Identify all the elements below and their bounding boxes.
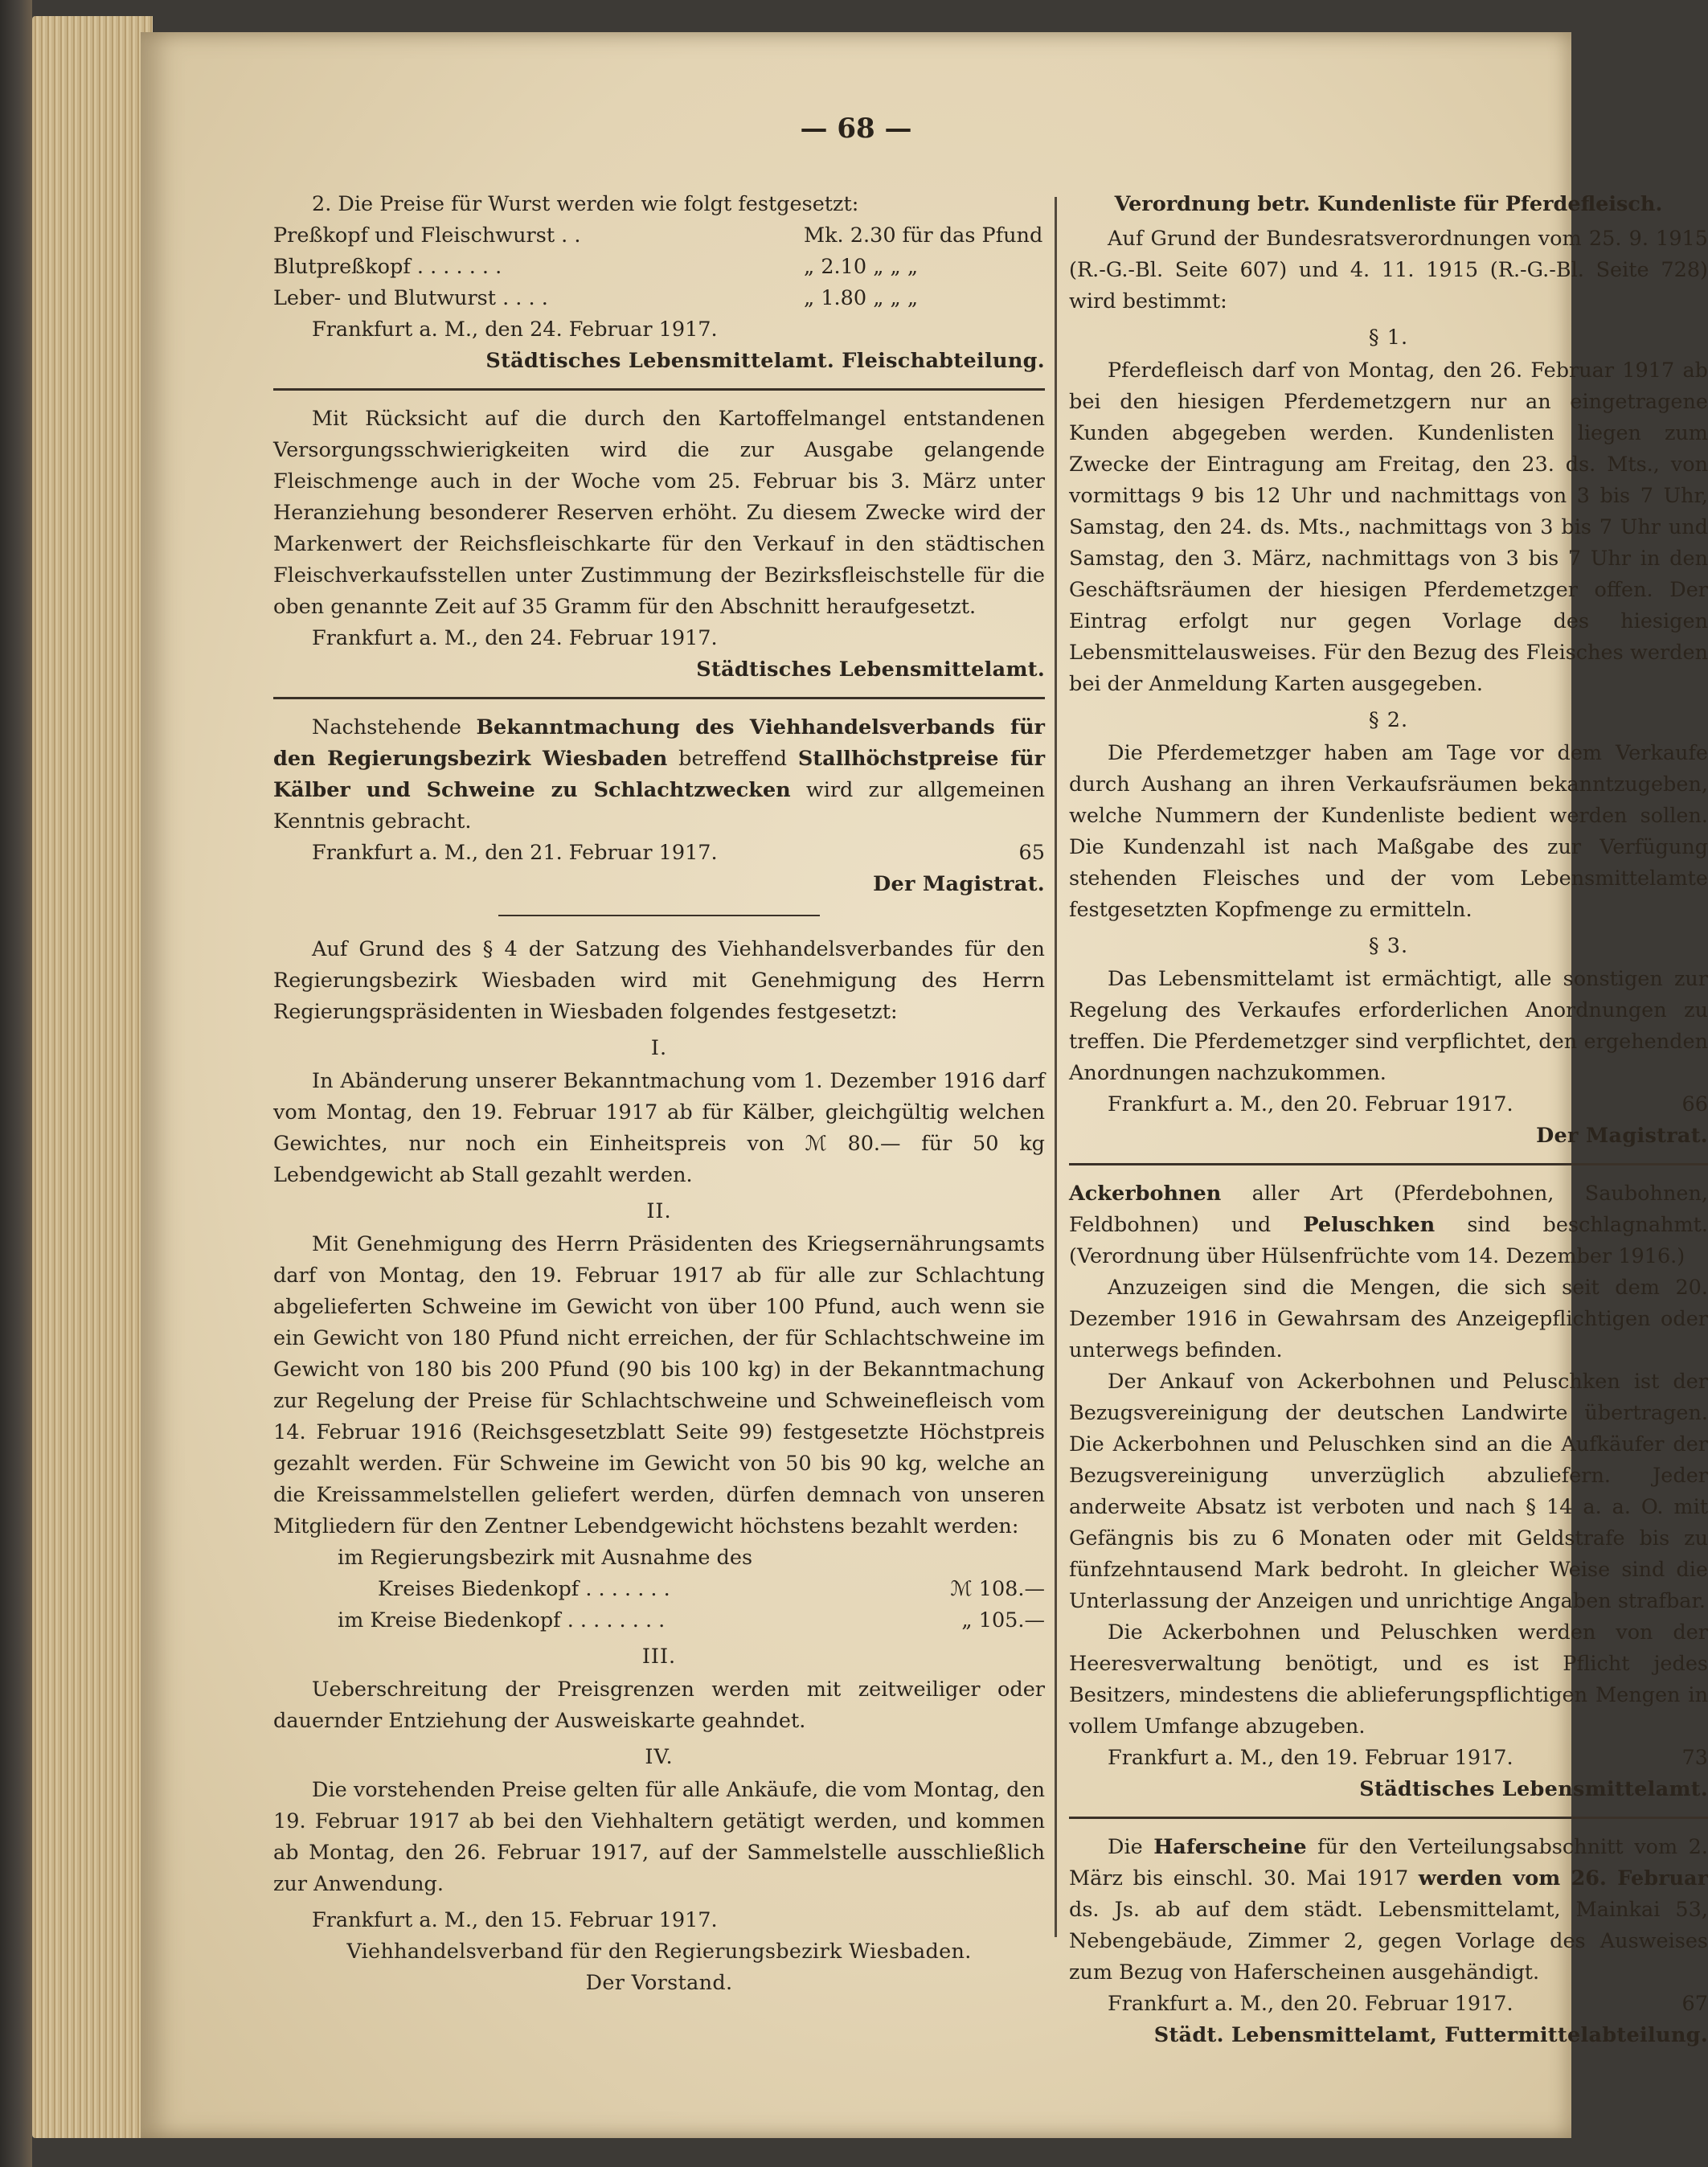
separator-rule: [1069, 1163, 1708, 1165]
section-body: Pferdefleisch darf von Montag, den 26. Februar 1917 ab bei den hiesigen Pferdemetzgern nur an eingetragene Kunden abgegeben werden. Kundenlisten liegen zum Zwecke der Eintragung am Freitag, den 23. ds. Mts., von vormittags 9 bis 12 Uhr und nachmittags von 3 bis 7 Uhr, Samstag, den 24. ds. Mts., nachmittags von 3 bis 7 Uhr und Samstag, den 3. März, nachmittags von 3 bis 7 Uhr in den Geschäftsräumen der hiesigen Pferdemetzger offen. Der Eintrag erfolgt nur gegen Vorlage des hiesigen Lebensmittelausweises. Für den Bezug des Fleisches werden bei der Anmeldung Karten ausgegeben.: [1069, 358, 1708, 696]
section-body: Die Pferdemetzger haben am Tage vor dem Verkaufe durch Aushang an ihren Verkaufsräumen bekanntzugeben, welche Nummern der Kundenliste bedient werden sollen. Die Kundenzahl ist nach Maßgabe des zur Verfügung stehenden Fleisches und der vom Lebensmittelamte festgesetzten Kopfmenge zu ermitteln.: [1069, 741, 1708, 922]
section-body: Anzuzeigen sind die Mengen, die sich seit dem 20. Dezember 1916 in Gewahrsam des Anzeigepflichtigen oder unterwegs befinden.: [1069, 1276, 1708, 1362]
separator-rule: [1069, 1817, 1708, 1819]
price-value: „ 2.10 „ „ „: [804, 255, 919, 279]
intro-text: betreffend: [667, 747, 798, 771]
notice-title: Verordnung betr. Kundenliste für Pferdefleisch.: [1114, 192, 1663, 216]
notice-haferscheine: [1069, 1832, 1708, 2051]
body-bold: Haferscheine: [1153, 1835, 1307, 1859]
notice-viehhandel: [273, 712, 1045, 1999]
notice-date: [1069, 1989, 1708, 2020]
date-text: Frankfurt a. M., den 21. Februar 1917.: [312, 841, 718, 865]
price-value: ℳ 108.—: [950, 1577, 1045, 1601]
notice-date: [1069, 1089, 1708, 1120]
column-divider: [1055, 197, 1057, 1937]
notice-intro: [273, 712, 1045, 838]
date-text: Frankfurt a. M., den 20. Februar 1917.: [1108, 1992, 1513, 2016]
section-heading: IV.: [645, 1745, 674, 1769]
notice-wurst: [273, 189, 1045, 377]
notice-number: 66: [1681, 1092, 1708, 1116]
notice-date: [273, 623, 1045, 654]
notice-preamble: Auf Grund des § 4 der Satzung des Viehhandelsverbandes für den Regierungsbezirk Wiesbaden wird mit Genehmigung des Herrn Regierungspräsidenten in Wiesbaden folgendes festgesetzt:: [273, 937, 1045, 1024]
date-text: Frankfurt a. M., den 24. Februar 1917.: [312, 317, 718, 342]
intro-bold: Bekanntmachung des Viehhandelsverbands für den Regierungsbezirk Wiesbaden: [273, 715, 1045, 771]
date-text: Frankfurt a. M., den 15. Februar 1917.: [312, 1908, 718, 1932]
section-heading: § 2.: [1368, 708, 1409, 732]
intro-bold: Peluschken: [1303, 1213, 1436, 1237]
notice-signature: Städtisches Lebensmittelamt.: [1359, 1777, 1708, 1801]
notice-signature: Städt. Lebensmittelamt, Futtermittelabteilung.: [1153, 2023, 1708, 2047]
price-value: „ 1.80 „ „ „: [804, 286, 919, 310]
section-heading: III.: [641, 1645, 677, 1669]
notice-date: [273, 838, 1045, 869]
right-column: [1069, 189, 1708, 2051]
price-row: [273, 1574, 1045, 1605]
body-bold: werden vom 26. Februar: [1418, 1866, 1708, 1890]
notice-signature: Viehhandelsverband für den Regierungsbezirk Wiesbaden.: [346, 1940, 972, 1964]
intro-text: sind beschlagnahmt. (Verordnung über Hülsenfrüchte vom 14. Dezember 1916.): [1069, 1213, 1708, 1268]
price-label: Preßkopf und Fleischwurst . .: [273, 223, 581, 248]
price-value: „ 105.—: [961, 1608, 1045, 1632]
price-row: [273, 1605, 1045, 1637]
section-heading: § 3.: [1368, 934, 1409, 958]
body-text: ds. Js. ab auf dem städt. Lebensmittelamt, Mainkai 53, Nebengebäude, Zimmer 2, gegen Vorlage des Ausweises zum Bezug von Haferscheinen ausgehändigt.: [1069, 1898, 1708, 1985]
date-text: Frankfurt a. M., den 20. Februar 1917.: [1108, 1092, 1513, 1116]
body-text: Die: [1108, 1835, 1154, 1859]
notice-date: [1069, 1743, 1708, 1774]
notice-number: 65: [1018, 841, 1045, 865]
section-body: In Abänderung unserer Bekanntmachung vom 1. Dezember 1916 darf vom Montag, den 19. Februar 1917 ab für Kälber, gleichgültig welchen Gewichtes, nur noch ein Einheitspreis von ℳ 80.— für 50 kg Lebendgewicht ab Stall gezahlt werden.: [273, 1069, 1045, 1187]
date-text: Frankfurt a. M., den 24. Februar 1917.: [312, 626, 718, 650]
section-heading: I.: [650, 1036, 668, 1060]
notice-date: [273, 1905, 1045, 1936]
section-body: Ueberschreitung der Preisgrenzen werden mit zeitweiliger oder dauernder Entziehung der Ausweiskarte geahndet.: [273, 1677, 1045, 1733]
date-text: Frankfurt a. M., den 19. Februar 1917.: [1108, 1746, 1513, 1770]
price-label: Leber- und Blutwurst . . . .: [273, 286, 548, 310]
wurst-intro: 2. Die Preise für Wurst werden wie folgt festgesetzt:: [312, 192, 859, 216]
separator-rule: [273, 697, 1045, 699]
intro-bold: Ackerbohnen: [1069, 1182, 1222, 1206]
intro-bold: Stallhöchstpreise für Kälber und Schweine zu Schlachtzwecken: [273, 747, 1046, 802]
notice-signature: Der Magistrat.: [873, 872, 1045, 896]
page-sheet: [141, 32, 1708, 2138]
section-heading: II.: [646, 1199, 672, 1223]
price-row: [273, 1542, 1045, 1574]
price-label: Blutpreßkopf . . . . . . .: [273, 255, 502, 279]
intro-text: aller Art (Pferdebohnen, Saubohnen, Feldbohnen) und: [1069, 1182, 1708, 1237]
body-text: für den Verteilungsabschnitt vom 2. März bis einschl. 30. Mai 1917: [1069, 1835, 1708, 1890]
price-row: [273, 220, 1045, 252]
notice-number: 67: [1681, 1992, 1708, 2016]
price-row: [273, 283, 1045, 314]
price-label: im Regierungsbezirk mit Ausnahme des: [338, 1546, 753, 1570]
notice-number: 73: [1681, 1746, 1708, 1770]
price-row: [273, 252, 1045, 283]
notice-signature: Der Magistrat.: [1536, 1124, 1708, 1148]
section-body: Das Lebensmittelamt ist ermächtigt, alle sonstigen zur Regelung des Verkaufes erforderlichen Anordnungen zu treffen. Die Pferdemetzger sind verpflichtet, den ergehenden Anordnungen nachzukommen.: [1069, 967, 1708, 1085]
notice-signature: Städtisches Lebensmittelamt.: [696, 657, 1045, 682]
notice-intro: Auf Grund der Bundesratsverordnungen vom 25. 9. 1915 (R.-G.-Bl. Seite 607) und 4. 11. 1915 (R.-G.-Bl. Seite 728) wird bestimmt:: [1069, 227, 1708, 313]
left-column: [273, 189, 1045, 1999]
section-body: Die vorstehenden Preise gelten für alle Ankäufe, die vom Montag, den 19. Februar 1917 ab bei den Viehhaltern getätigt werden, und kommen ab Montag, den 26. Februar 1917, auf der Sammelstelle ausschließlich zur Anwendung.: [273, 1778, 1045, 1896]
notice-date: [273, 314, 1045, 346]
price-spacer: [892, 1542, 1045, 1574]
section-body: Die Ackerbohnen und Peluschken werden von der Heeresverwaltung benötigt, und es ist Pflicht jedes Besitzers, mindestens die ablieferungspflichtigen Mengen in vollem Umfange abzugeben.: [1069, 1620, 1708, 1739]
notice-signature: Der Vorstand.: [585, 1971, 733, 1995]
separator-rule: [273, 388, 1045, 391]
intro-text: Nachstehende: [312, 715, 477, 739]
price-value: Mk. 2.30 für das Pfund: [804, 223, 1043, 248]
short-rule: [498, 915, 820, 916]
notice-pferdefleisch: [1069, 189, 1708, 1152]
notice-intro: [1069, 1178, 1708, 1272]
section-body: Der Ankauf von Ackerbohnen und Peluschken ist der Bezugsvereinigung der deutschen Landwirte übertragen. Die Ackerbohnen und Peluschken sind an die Aufkäufer der Bezugsvereinigung unverzüglich abzuliefern. Jeder anderweite Absatz ist verboten und nach § 14 a. a. O. mit Gefängnis bis zu 6 Monaten oder mit Geldstrafe bis zu fünfzehntausend Mark bedroht. In gleicher Weise sind die Unterlassung der Anzeigen und unrichtige Angaben strafbar.: [1069, 1370, 1708, 1613]
notice-body: Mit Rücksicht auf die durch den Kartoffelmangel entstandenen Versorgungsschwierigkeiten wird die zur Ausgabe gelangende Fleischmenge auch in der Woche vom 25. Februar bis 3. März unter Heranziehung besonderer Reserven erhöht. Zu diesem Zwecke wird der Markenwert der Reichsfleischkarte für den Verkauf in den städtischen Fleischverkaufsstellen unter Zustimmung der Bezirksfleischstelle für die oben genannte Zeit auf 35 Gramm für den Abschnitt heraufgesetzt.: [273, 407, 1045, 619]
book-binding: [0, 0, 32, 2167]
page-edge-stack: [32, 16, 153, 2138]
page-number: — 68 —: [800, 113, 912, 145]
section-heading: § 1.: [1368, 326, 1409, 350]
price-label: im Kreise Biedenkopf . . . . . . . .: [338, 1608, 666, 1632]
intro-text: wird zur allgemeinen Kenntnis gebracht.: [273, 778, 1046, 834]
notice-signature: Städtisches Lebensmittelamt. Fleischabteilung.: [485, 349, 1045, 373]
notice-body: [1069, 1832, 1708, 1989]
notice-ackerbohnen: [1069, 1178, 1708, 1805]
section-body: Mit Genehmigung des Herrn Präsidenten des Kriegsernährungsamts darf von Montag, den 19. Februar 1917 ab für alle zur Schlachtung abgelieferten Schweine im Gewicht von über 100 Pfund, auch wenn sie ein Gewicht von 180 Pfund nicht erreichen, der für Schlachtschweine im Gewicht von 180 bis 200 Pfund (90 bis 100 kg) in der Bekanntmachung zur Regelung der Preise für Schlachtschweine und Schweinefleisch vom 14. Februar 1916 (Reichsgesetzblatt Seite 99) festgesetzte Höchstpreis gezahlt werden. Für Schweine im Gewicht von 50 bis 90 kg, welche an die Kreissammelstellen geliefert werden, dürfen demnach von unseren Mitgliedern für den Zentner Lebendgewicht höchstens bezahlt werden:: [273, 1232, 1045, 1538]
notice-fleischmenge: [273, 403, 1045, 686]
price-label: Kreises Biedenkopf . . . . . . .: [378, 1577, 670, 1601]
